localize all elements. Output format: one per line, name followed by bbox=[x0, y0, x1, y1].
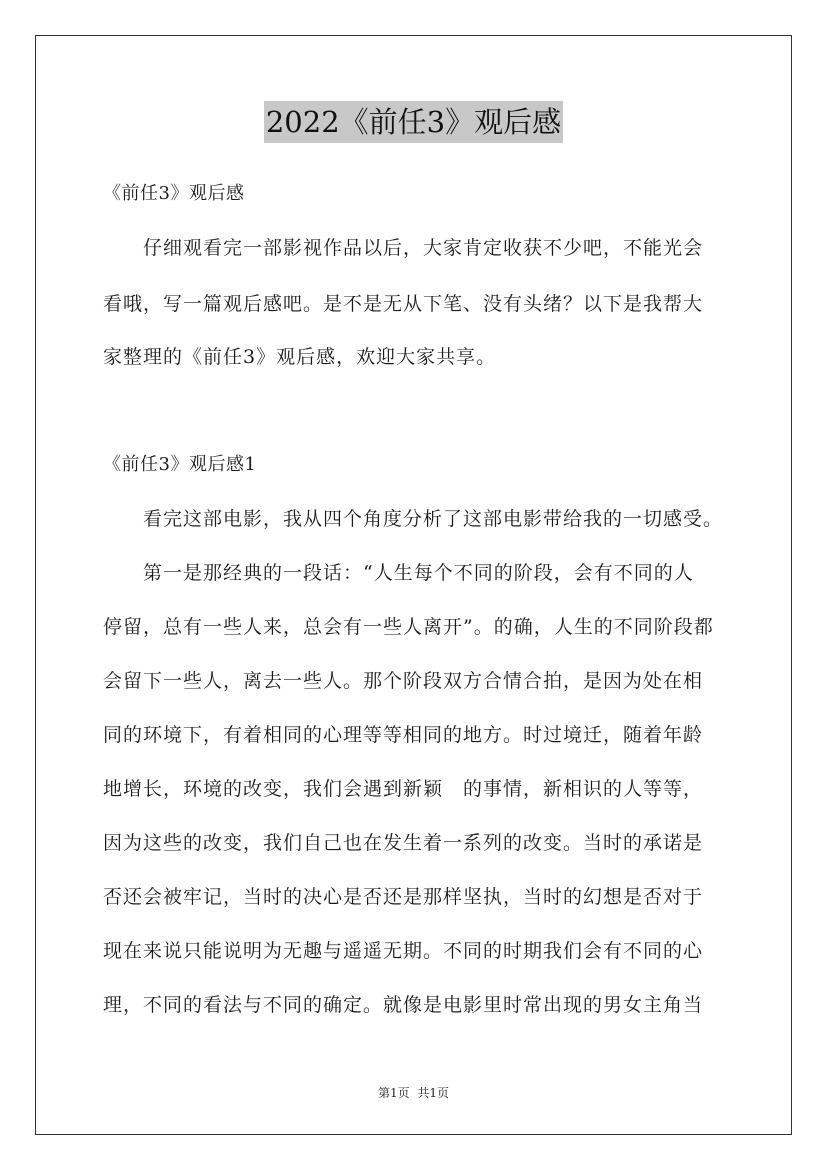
paragraph-line: 否还会被牢记，当时的决心是否还是那样坚执，当时的幻想是否对于 bbox=[103, 886, 704, 908]
paragraph-line: 地增长，环境的改变，我们会遇到新颖 的事情，新相识的人等等， bbox=[103, 778, 704, 800]
paragraph-line: 会留下一些人，离去一些人。那个阶段双方合情合拍，是因为处在相 bbox=[103, 670, 704, 692]
paragraph-line: 第一是那经典的一段话：“人生每个不同的阶段，会有不同的人 bbox=[143, 562, 694, 584]
section-heading: 《前任3》观后感1 bbox=[103, 454, 257, 475]
paragraph-line: 停留，总有一些人来，总会有一些人离开”。的确，人生的不同阶段都 bbox=[103, 616, 714, 638]
paragraph-line: 同的环境下，有着相同的心理等等相同的地方。时过境迁，随着年龄 bbox=[103, 724, 704, 746]
page-footer bbox=[0, 1084, 827, 1101]
paragraph-line: 理，不同的看法与不同的确定。就像是电影里时常出现的男女主角当 bbox=[103, 994, 704, 1016]
intro-line: 看哦，写一篇观后感吧。是不是无从下笔、没有头绪？以下是我帮大 bbox=[103, 293, 704, 315]
intro-line: 仔细观看完一部影视作品以后，大家肯定收获不少吧，不能光会 bbox=[143, 237, 704, 259]
paragraph-line: 看完这部电影，我从四个角度分析了这部电影带给我的一切感受。 bbox=[143, 508, 724, 530]
intro-line: 家整理的《前任3》观后感，欢迎大家共享。 bbox=[103, 346, 497, 368]
title-container bbox=[0, 101, 827, 143]
page-number: 第1页 bbox=[377, 1086, 410, 1100]
page-total: 共1页 bbox=[417, 1086, 450, 1100]
paragraph-line: 因为这些的改变，我们自己也在发生着一系列的改变。当时的承诺是 bbox=[103, 832, 704, 854]
intro-heading: 《前任3》观后感 bbox=[103, 183, 245, 204]
document-title: 2022《前任3》观后感 bbox=[264, 101, 563, 143]
paragraph-line: 现在来说只能说明为无趣与遥遥无期。不同的时期我们会有不同的心 bbox=[103, 940, 704, 962]
